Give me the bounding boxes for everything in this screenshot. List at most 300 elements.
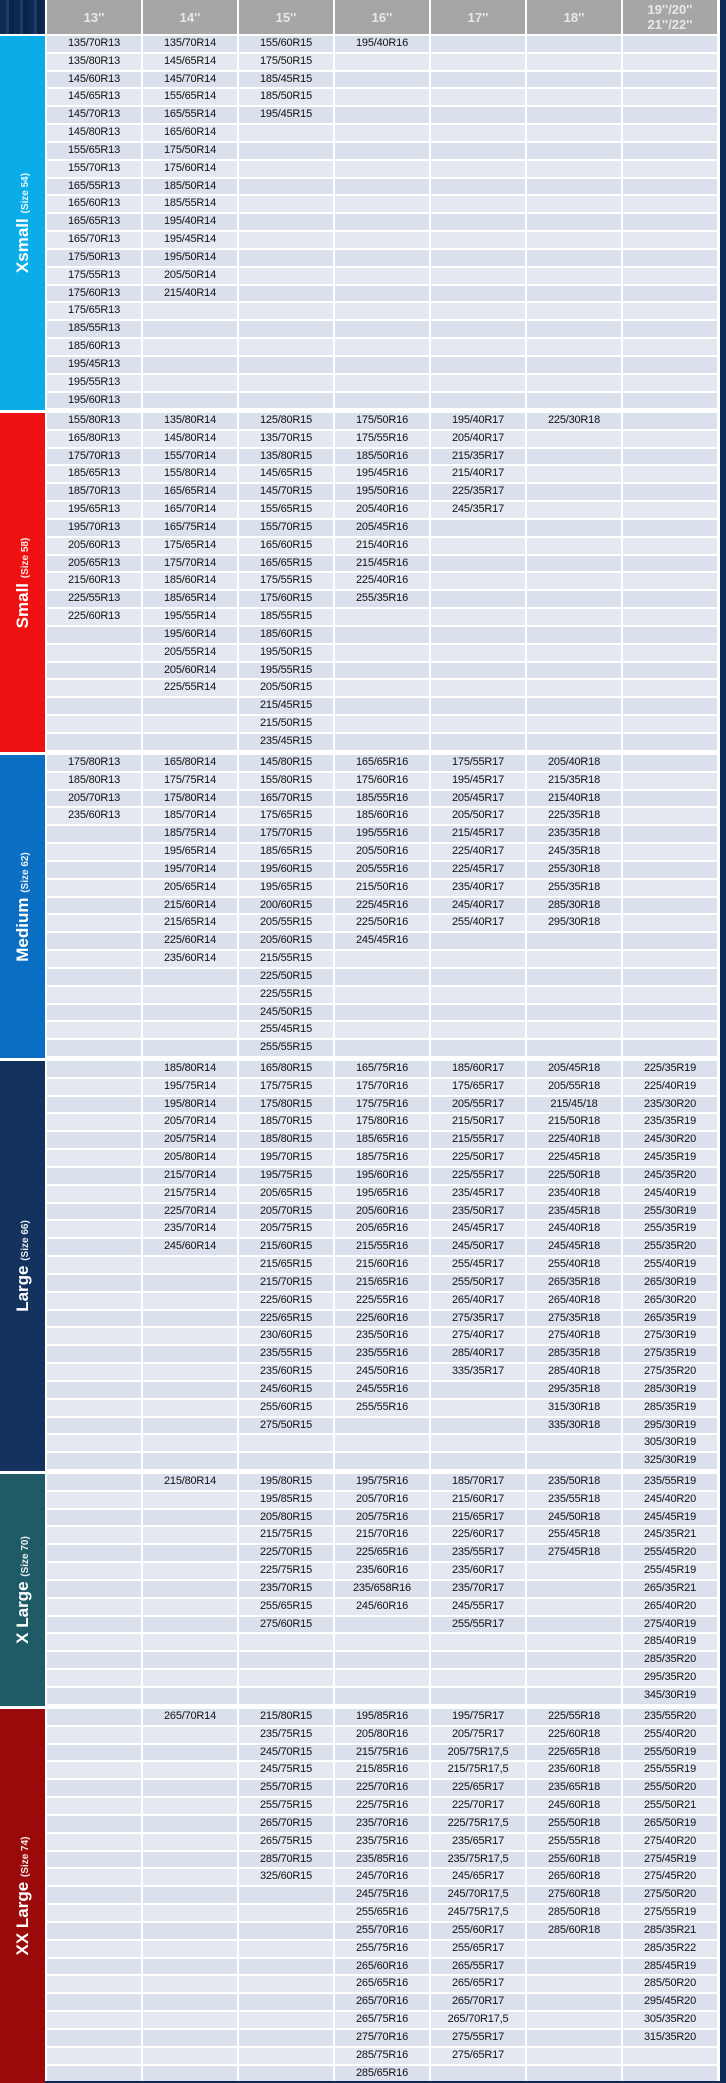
tire-size-cell: 215/35R17 — [431, 449, 525, 465]
tire-size-cell — [239, 375, 333, 391]
tire-size-cell: 205/55R15 — [239, 915, 333, 931]
tire-size-cell — [527, 2030, 621, 2046]
tire-size-cell: 275/55R17 — [431, 2030, 525, 2046]
size-group-name: Large — [12, 1265, 32, 1312]
table-row — [47, 2012, 719, 2030]
tire-size-cell — [335, 1435, 429, 1451]
tire-size-cell — [47, 734, 141, 750]
tire-size-cell: 205/70R15 — [239, 1204, 333, 1220]
tire-size-cell: 185/80R15 — [239, 1132, 333, 1148]
tire-size-cell: 275/40R18 — [527, 1328, 621, 1344]
table-row — [47, 609, 719, 627]
tire-size-cell: 245/35R18 — [527, 844, 621, 860]
tire-size-cell — [239, 357, 333, 373]
tire-size-cell: 235/55R18 — [527, 1492, 621, 1508]
tire-size-cell: 235/70R15 — [239, 1581, 333, 1597]
tire-size-cell — [431, 161, 525, 177]
tire-size-cell — [431, 286, 525, 302]
tire-size-cell: 195/45R17 — [431, 773, 525, 789]
tire-size-cell — [527, 1617, 621, 1633]
tire-size-cell: 145/70R14 — [143, 72, 237, 88]
tire-size-cell: 275/60R18 — [527, 1887, 621, 1903]
tire-size-cell — [527, 1941, 621, 1957]
tire-size-cell: 275/35R19 — [623, 1346, 717, 1362]
tire-size-cell — [431, 125, 525, 141]
tire-size-cell: 185/65R15 — [239, 844, 333, 860]
table-row — [47, 89, 719, 107]
tire-size-cell: 230/60R15 — [239, 1328, 333, 1344]
tire-size-cell: 165/60R13 — [47, 196, 141, 212]
tire-size-cell — [47, 1168, 141, 1184]
tire-size-cell — [47, 1709, 141, 1725]
tire-size-cell: 185/60R15 — [239, 627, 333, 643]
tire-size-cell: 205/50R15 — [239, 680, 333, 696]
table-row — [47, 880, 719, 898]
table-row — [47, 1994, 719, 2012]
tire-size-cell — [47, 627, 141, 643]
tire-size-cell: 205/65R16 — [335, 1221, 429, 1237]
size-group-name: X Large — [12, 1581, 32, 1644]
tire-size-cell: 205/80R15 — [239, 1510, 333, 1526]
tire-size-cell: 225/60R17 — [431, 1527, 525, 1543]
tire-size-cell — [143, 1727, 237, 1743]
tire-size-cell — [527, 645, 621, 661]
tire-size-cell: 155/65R15 — [239, 502, 333, 518]
tire-size-cell — [47, 915, 141, 931]
tire-size-cell: 175/70R15 — [239, 826, 333, 842]
tire-size-cell — [335, 1652, 429, 1668]
size-group-table — [47, 1474, 719, 1706]
tire-size-cell — [431, 268, 525, 284]
table-row — [47, 773, 719, 791]
size-group-title — [13, 173, 33, 273]
tire-size-cell — [623, 773, 717, 789]
tire-size-cell — [47, 1727, 141, 1743]
tire-size-cell — [47, 826, 141, 842]
tire-size-cell — [47, 1257, 141, 1273]
tire-size-cell: 195/60R15 — [239, 862, 333, 878]
tire-size-cell — [623, 844, 717, 860]
tire-size-cell — [47, 1816, 141, 1832]
tire-size-cell: 215/60R14 — [143, 898, 237, 914]
tire-size-cell — [431, 143, 525, 159]
tire-size-cell — [431, 1400, 525, 1416]
tire-size-cell: 245/60R15 — [239, 1382, 333, 1398]
tire-size-cell: 255/50R17 — [431, 1275, 525, 1291]
tire-size-cell: 205/75R16 — [335, 1510, 429, 1526]
tire-size-cell — [431, 321, 525, 337]
tire-size-cell — [431, 1652, 525, 1668]
tire-size-cell: 165/80R14 — [143, 755, 237, 771]
tire-size-cell — [527, 449, 621, 465]
size-group-size: (Size 70) — [19, 1536, 31, 1577]
tire-size-cell — [623, 663, 717, 679]
tire-size-cell — [527, 250, 621, 266]
tire-size-cell: 195/85R16 — [335, 1709, 429, 1725]
tire-size-cell — [47, 880, 141, 896]
tire-size-cell — [143, 1780, 237, 1796]
tire-size-cell: 195/60R13 — [47, 393, 141, 409]
tire-size-cell — [431, 339, 525, 355]
tire-size-cell — [47, 645, 141, 661]
tire-size-cell — [527, 196, 621, 212]
tire-size-cell — [239, 196, 333, 212]
tire-size-cell — [239, 2030, 333, 2046]
tire-size-cell — [623, 303, 717, 319]
tire-size-cell: 195/75R17 — [431, 1709, 525, 1725]
table-row — [47, 1688, 719, 1706]
tire-size-cell: 315/35R20 — [623, 2030, 717, 2046]
tire-size-cell — [47, 1905, 141, 1921]
tire-size-cell: 245/50R15 — [239, 1005, 333, 1021]
tire-size-cell — [47, 1869, 141, 1885]
tire-size-cell — [239, 1941, 333, 1957]
tire-size-cell — [239, 1652, 333, 1668]
tire-size-cell: 155/65R14 — [143, 89, 237, 105]
tire-size-cell — [527, 538, 621, 554]
tire-size-cell: 205/40R16 — [335, 502, 429, 518]
tire-size-cell — [47, 1670, 141, 1686]
tire-size-cell: 245/60R14 — [143, 1239, 237, 1255]
tire-size-cell: 255/55R17 — [431, 1617, 525, 1633]
tire-size-cell — [239, 393, 333, 409]
tire-size-cell: 145/70R15 — [239, 484, 333, 500]
tire-size-cell: 275/35R17 — [431, 1311, 525, 1327]
tire-size-cell: 225/40R16 — [335, 573, 429, 589]
tire-size-cell — [431, 1453, 525, 1469]
tire-size-cell — [623, 2066, 717, 2082]
table-row — [47, 1510, 719, 1528]
table-row — [47, 1204, 719, 1222]
tire-size-cell: 235/75R16 — [335, 1834, 429, 1850]
tire-size-cell — [143, 1688, 237, 1704]
tire-size-cell: 185/80R14 — [143, 1061, 237, 1077]
tire-size-cell — [335, 161, 429, 177]
tire-size-cell: 175/55R16 — [335, 431, 429, 447]
tire-size-cell — [431, 538, 525, 554]
tire-size-cell: 195/85R15 — [239, 1492, 333, 1508]
tire-size-cell: 205/45R17 — [431, 791, 525, 807]
size-group-size: (Size 54) — [19, 172, 31, 214]
tire-size-cell: 175/80R13 — [47, 755, 141, 771]
tire-size-cell: 215/60R13 — [47, 573, 141, 589]
tire-size-cell: 235/60R16 — [335, 1563, 429, 1579]
tire-size-cell: 235/55R20 — [623, 1709, 717, 1725]
tire-size-cell: 195/60R16 — [335, 1168, 429, 1184]
tire-size-cell: 235/65R17 — [431, 1834, 525, 1850]
tire-size-cell — [623, 89, 717, 105]
tire-size-cell: 285/35R19 — [623, 1400, 717, 1416]
tire-size-cell: 245/70R17,5 — [431, 1887, 525, 1903]
tire-size-cell — [47, 1132, 141, 1148]
tire-size-cell: 175/70R14 — [143, 556, 237, 572]
table-row — [47, 268, 719, 286]
tire-size-cell — [623, 627, 717, 643]
tire-size-cell — [143, 1257, 237, 1273]
tire-size-cell: 235/50R18 — [527, 1474, 621, 1490]
table-row — [47, 663, 719, 681]
tire-size-cell: 175/65R13 — [47, 303, 141, 319]
table-row — [47, 698, 719, 716]
size-group-title — [13, 1836, 33, 1955]
tire-size-cell — [143, 321, 237, 337]
tire-size-cell: 245/40R20 — [623, 1492, 717, 1508]
tire-size-cell: 185/75R16 — [335, 1150, 429, 1166]
tire-size-cell: 205/45R16 — [335, 520, 429, 536]
tire-size-cell: 285/35R18 — [527, 1346, 621, 1362]
tire-size-cell: 275/40R20 — [623, 1834, 717, 1850]
tire-size-cell: 145/65R15 — [239, 466, 333, 482]
tire-size-cell: 225/60R16 — [335, 1311, 429, 1327]
tire-size-cell: 235/45R18 — [527, 1204, 621, 1220]
tire-size-cell — [335, 1040, 429, 1056]
tire-size-cell — [623, 449, 717, 465]
tire-size-cell — [47, 1941, 141, 1957]
tire-size-cell — [335, 72, 429, 88]
tire-size-cell — [431, 663, 525, 679]
table-row — [47, 143, 719, 161]
tire-size-cell: 255/65R15 — [239, 1599, 333, 1615]
table-row — [47, 1186, 719, 1204]
tire-size-cell — [239, 214, 333, 230]
table-row — [47, 573, 719, 591]
tire-size-cell: 205/40R18 — [527, 755, 621, 771]
table-row — [47, 1005, 719, 1023]
tire-size-cell — [431, 573, 525, 589]
tire-size-cell — [527, 484, 621, 500]
tire-size-cell: 175/65R15 — [239, 808, 333, 824]
table-row — [47, 72, 719, 90]
tire-size-cell: 195/55R16 — [335, 826, 429, 842]
table-row — [47, 1527, 719, 1545]
tire-size-cell — [143, 987, 237, 1003]
tire-size-cell — [431, 951, 525, 967]
table-row — [47, 107, 719, 125]
tire-size-cell — [527, 2048, 621, 2064]
tire-size-cell: 345/30R19 — [623, 1688, 717, 1704]
tire-size-cell — [527, 609, 621, 625]
tire-size-cell — [335, 609, 429, 625]
tire-size-cell: 205/40R17 — [431, 431, 525, 447]
tire-size-cell: 185/65R14 — [143, 591, 237, 607]
tire-size-cell: 185/75R14 — [143, 826, 237, 842]
tire-size-cell: 245/65R17 — [431, 1869, 525, 1885]
tire-size-cell — [527, 1976, 621, 1992]
header-col-15: 15'' — [239, 0, 333, 34]
tire-size-cell: 235/60R15 — [239, 1364, 333, 1380]
tire-size-cell: 275/70R16 — [335, 2030, 429, 2046]
size-group-label — [0, 1061, 45, 1471]
tire-size-cell: 245/35R21 — [623, 1527, 717, 1543]
tire-size-cell: 195/80R15 — [239, 1474, 333, 1490]
table-row — [47, 1670, 719, 1688]
tire-size-cell — [239, 1905, 333, 1921]
tire-size-cell: 175/75R15 — [239, 1079, 333, 1095]
tire-size-cell: 285/35R22 — [623, 1941, 717, 1957]
tire-size-cell — [335, 716, 429, 732]
tire-size-cell: 265/70R14 — [143, 1709, 237, 1725]
size-group-small — [0, 413, 720, 752]
tire-size-cell — [47, 2066, 141, 2082]
tire-size-cell — [623, 1040, 717, 1056]
tire-size-cell — [335, 125, 429, 141]
tire-size-cell: 225/40R17 — [431, 844, 525, 860]
tire-size-cell — [47, 716, 141, 732]
tire-size-cell — [47, 1994, 141, 2010]
tire-size-cell: 265/70R15 — [239, 1816, 333, 1832]
table-row — [47, 1834, 719, 1852]
tire-size-cell — [239, 1634, 333, 1650]
tire-size-cell: 215/50R15 — [239, 716, 333, 732]
table-row — [47, 303, 719, 321]
tire-size-cell — [527, 339, 621, 355]
tire-size-cell: 255/40R17 — [431, 915, 525, 931]
tire-size-cell — [143, 1328, 237, 1344]
tire-size-cell: 205/65R14 — [143, 880, 237, 896]
table-row — [47, 680, 719, 698]
tire-size-cell — [623, 179, 717, 195]
tire-size-cell: 245/70R16 — [335, 1869, 429, 1885]
size-group-size: (Size 74) — [19, 1836, 31, 1878]
tire-size-cell — [47, 1311, 141, 1327]
table-row — [47, 375, 719, 393]
tire-size-cell: 325/30R19 — [623, 1453, 717, 1469]
tire-size-cell — [623, 232, 717, 248]
size-group-table — [47, 1709, 719, 2083]
table-row — [47, 1114, 719, 1132]
tire-size-cell: 315/30R18 — [527, 1400, 621, 1416]
tire-size-cell: 225/50R15 — [239, 969, 333, 985]
tire-size-cell — [143, 1581, 237, 1597]
size-group-large — [0, 1061, 720, 1471]
tire-size-cell: 285/35R21 — [623, 1923, 717, 1939]
tire-size-cell — [47, 1150, 141, 1166]
table-row — [47, 250, 719, 268]
tire-size-cell: 215/75R14 — [143, 1186, 237, 1202]
tire-size-cell: 175/60R16 — [335, 773, 429, 789]
tire-size-cell — [47, 1923, 141, 1939]
tire-size-cell — [47, 1005, 141, 1021]
tire-size-cell: 165/75R14 — [143, 520, 237, 536]
tire-size-cell — [431, 1382, 525, 1398]
tire-size-cell — [47, 1492, 141, 1508]
tire-size-cell: 255/30R18 — [527, 862, 621, 878]
tire-size-cell: 225/55R18 — [527, 1709, 621, 1725]
tire-size-cell: 245/70R15 — [239, 1745, 333, 1761]
tire-size-cell — [47, 1745, 141, 1761]
tire-size-cell: 175/60R14 — [143, 161, 237, 177]
tire-size-cell: 215/45R17 — [431, 826, 525, 842]
tire-size-cell — [431, 1418, 525, 1434]
tire-size-cell — [623, 250, 717, 266]
tire-size-cell — [335, 1418, 429, 1434]
tire-size-cell — [431, 2066, 525, 2082]
size-group-title — [13, 1536, 33, 1644]
tire-size-cell — [335, 339, 429, 355]
tire-size-cell — [623, 431, 717, 447]
tire-size-cell: 215/45/18 — [527, 1097, 621, 1113]
tire-size-cell: 225/50R18 — [527, 1168, 621, 1184]
tire-size-cell: 195/80R14 — [143, 1097, 237, 1113]
tire-size-cell: 255/50R19 — [623, 1745, 717, 1761]
tire-size-cell: 225/50R17 — [431, 1150, 525, 1166]
tire-size-cell — [143, 1022, 237, 1038]
tire-size-cell: 305/30R19 — [623, 1435, 717, 1451]
table-row — [47, 915, 719, 933]
tire-size-cell — [143, 303, 237, 319]
tire-size-cell — [47, 951, 141, 967]
tire-size-cell — [47, 1097, 141, 1113]
size-group-xx-large — [0, 1709, 720, 2083]
tire-size-cell — [143, 1617, 237, 1633]
tire-size-cell: 185/60R14 — [143, 573, 237, 589]
tire-size-cell — [623, 987, 717, 1003]
tire-size-cell — [623, 321, 717, 337]
tire-size-cell: 195/70R14 — [143, 862, 237, 878]
tire-size-cell — [527, 1634, 621, 1650]
tire-size-cell — [527, 2012, 621, 2028]
tire-size-cell: 175/50R15 — [239, 54, 333, 70]
tire-size-cell — [623, 933, 717, 949]
tire-size-cell: 255/45R17 — [431, 1257, 525, 1273]
tire-size-cell — [335, 1617, 429, 1633]
header-row — [0, 0, 720, 36]
tire-size-cell: 125/80R15 — [239, 413, 333, 429]
tire-size-cell: 245/40R17 — [431, 898, 525, 914]
tire-size-cell — [47, 1474, 141, 1490]
tire-size-cell: 255/35R18 — [527, 880, 621, 896]
tire-size-cell: 215/50R18 — [527, 1114, 621, 1130]
tire-size-cell — [431, 196, 525, 212]
tire-size-cell — [47, 1364, 141, 1380]
tire-size-cell: 195/70R13 — [47, 520, 141, 536]
size-group-table — [47, 755, 719, 1058]
tire-size-cell — [47, 1186, 141, 1202]
tire-size-cell — [527, 1563, 621, 1579]
tire-size-cell: 235/45R17 — [431, 1186, 525, 1202]
tire-size-cell — [623, 734, 717, 750]
tire-size-cell — [47, 1204, 141, 1220]
tire-size-cell: 185/80R13 — [47, 773, 141, 789]
table-row — [47, 1816, 719, 1834]
tire-size-cell: 205/75R17 — [431, 1727, 525, 1743]
tire-size-cell: 265/30R20 — [623, 1293, 717, 1309]
tire-size-cell — [527, 107, 621, 123]
tire-size-cell — [527, 1453, 621, 1469]
tire-size-cell — [623, 791, 717, 807]
tire-size-cell: 225/45R17 — [431, 862, 525, 878]
tire-size-cell — [47, 1510, 141, 1526]
tire-size-cell: 335/30R18 — [527, 1418, 621, 1434]
tire-size-cell: 265/70R17,5 — [431, 2012, 525, 2028]
tire-size-cell — [623, 591, 717, 607]
tire-size-cell: 235/40R17 — [431, 880, 525, 896]
tire-size-cell: 175/55R17 — [431, 755, 525, 771]
tire-size-cell: 245/45R19 — [623, 1510, 717, 1526]
tire-size-cell: 225/70R17 — [431, 1798, 525, 1814]
tire-size-cell: 205/70R13 — [47, 791, 141, 807]
table-row — [47, 755, 719, 773]
tire-size-cell: 285/50R20 — [623, 1976, 717, 1992]
tire-size-cell — [143, 1959, 237, 1975]
tire-size-cell: 285/60R18 — [527, 1923, 621, 1939]
tire-size-cell — [335, 645, 429, 661]
tire-size-cell — [431, 214, 525, 230]
tire-size-cell: 265/35R21 — [623, 1581, 717, 1597]
tire-size-cell: 245/55R17 — [431, 1599, 525, 1615]
table-row — [47, 1453, 719, 1471]
size-group-name: XX Large — [12, 1881, 32, 1956]
